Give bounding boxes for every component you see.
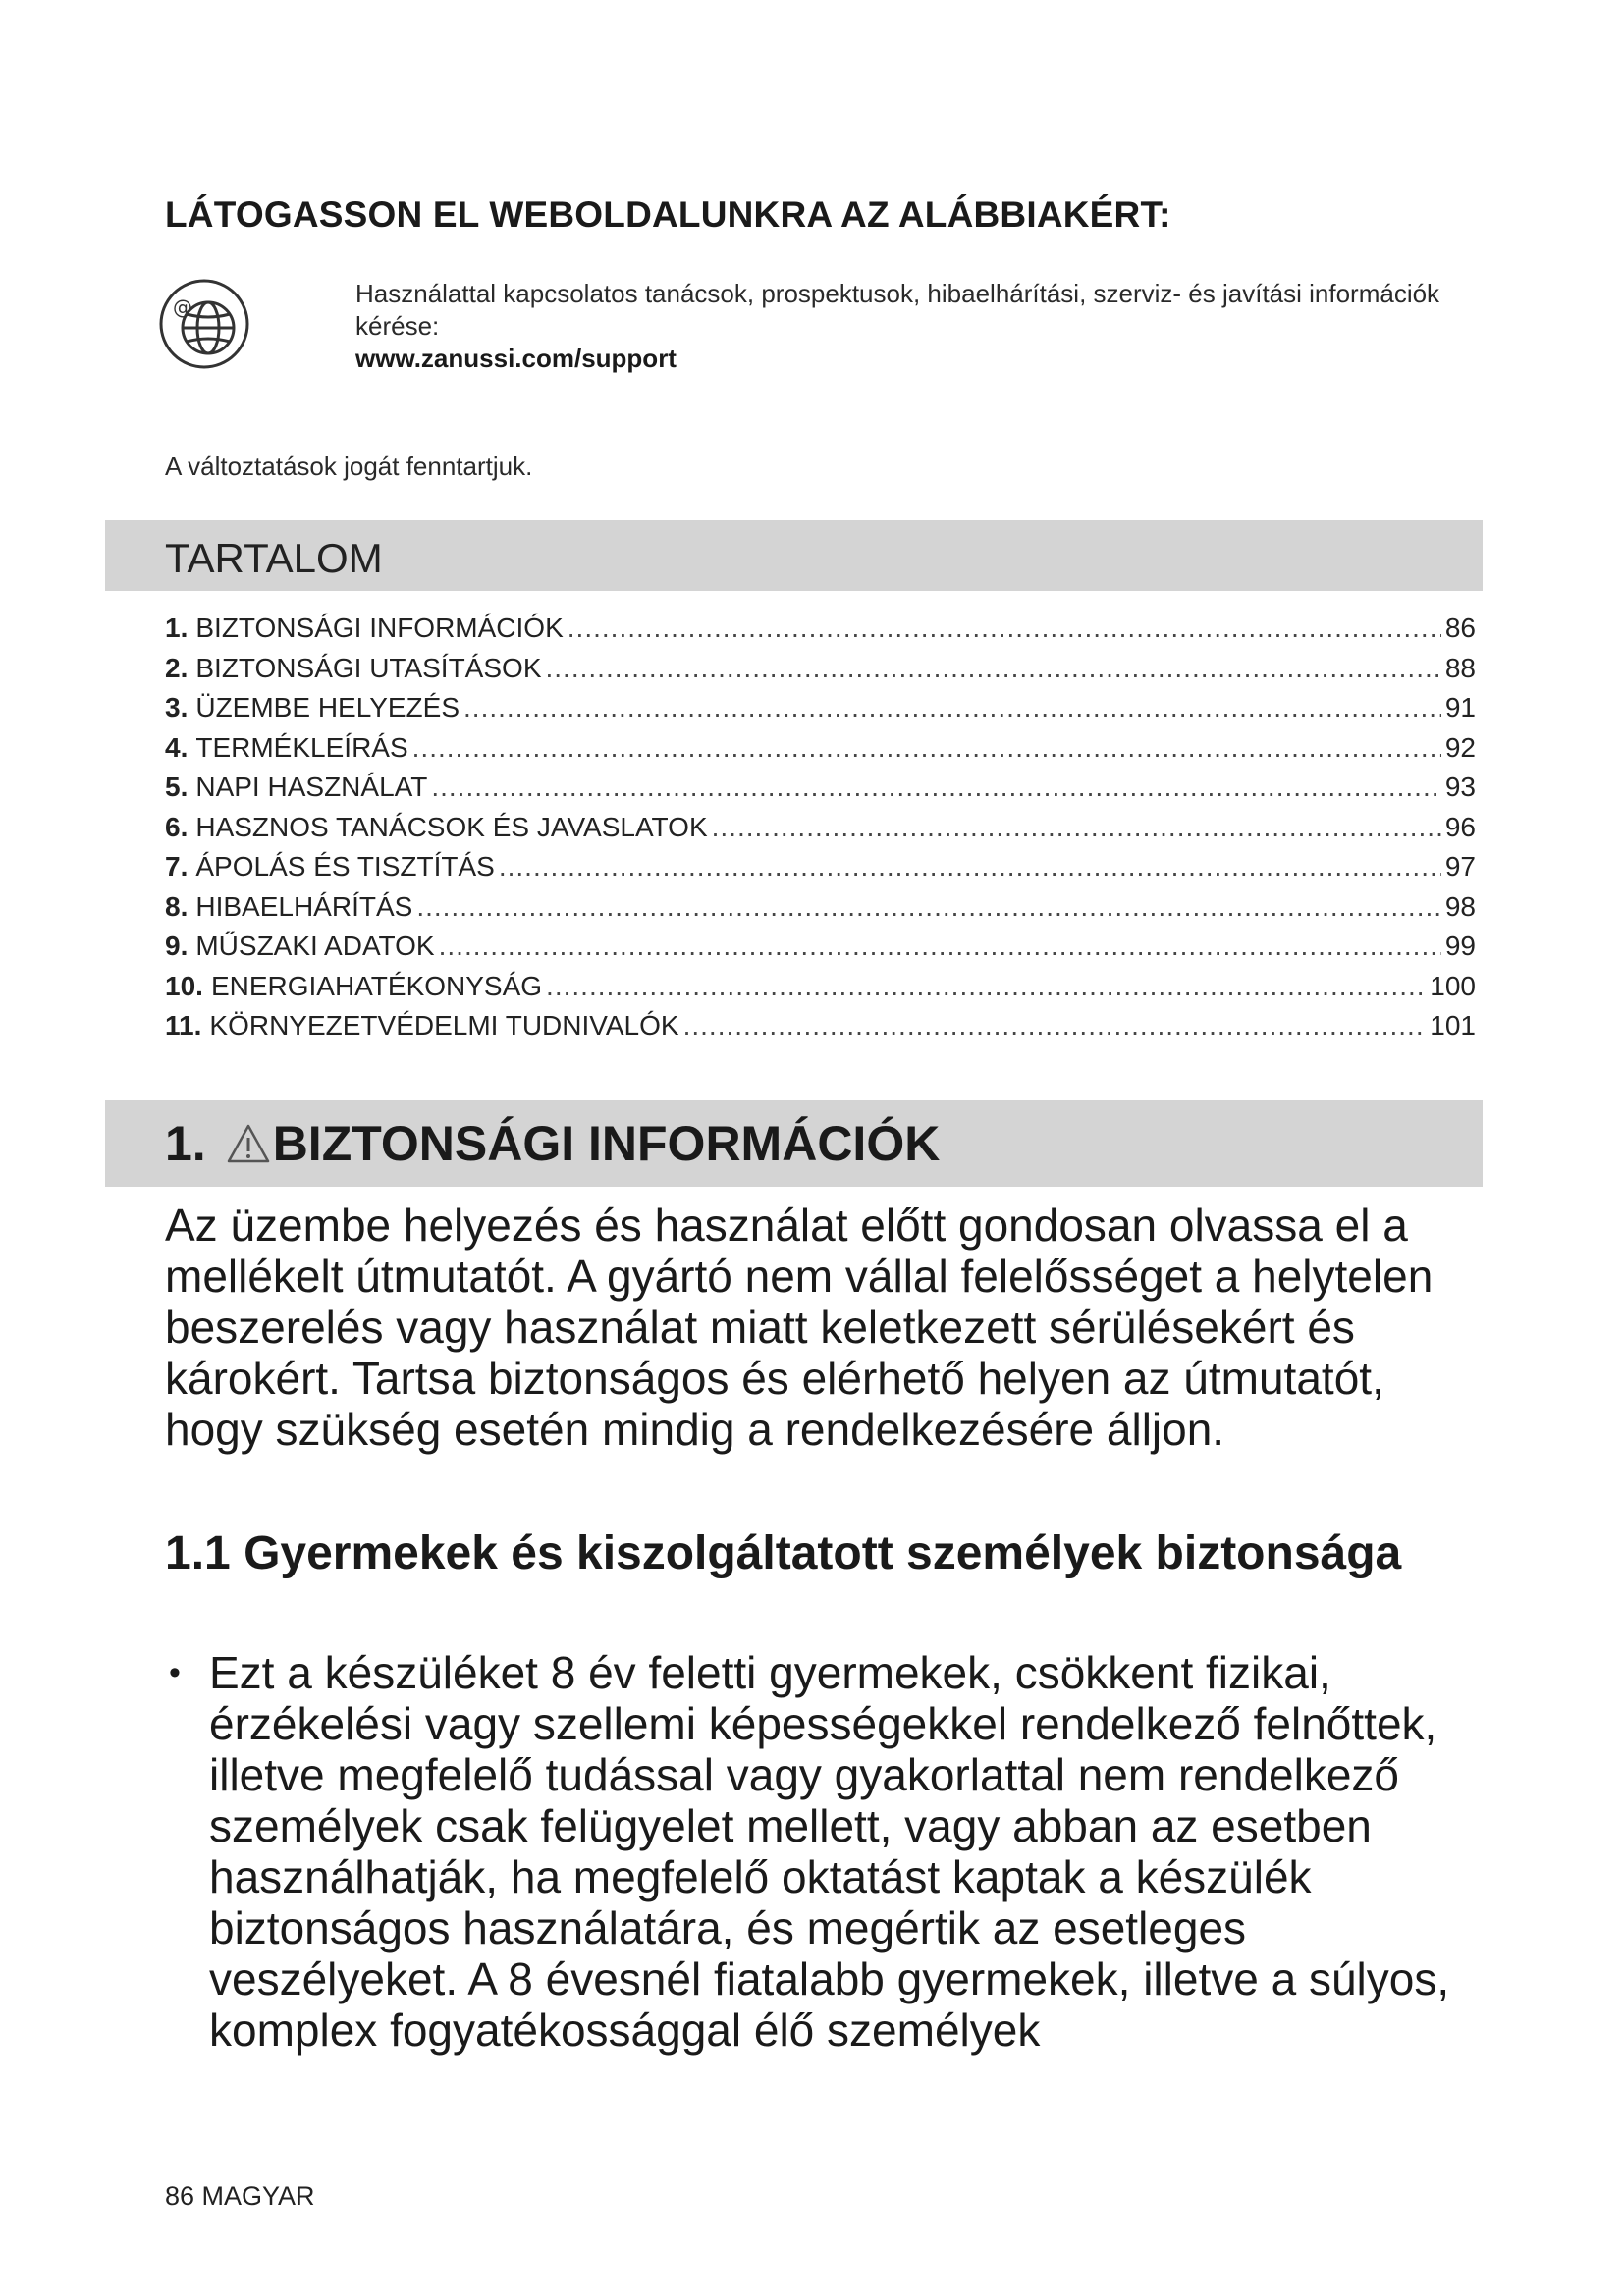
toc-leader <box>546 967 1426 1007</box>
subsection-title: 1.1 Gyermekek és kiszolgáltatott személyek biztonsága <box>165 1527 1402 1579</box>
toc-item-number: 3. <box>165 692 189 722</box>
toc-item[interactable] <box>165 768 1476 808</box>
toc-item-label: BIZTONSÁGI INFORMÁCIÓK <box>195 613 564 643</box>
toc-item[interactable] <box>165 847 1476 887</box>
toc-item-label: NAPI HASZNÁLAT <box>195 772 428 802</box>
support-text: Használattal kapcsolatos tanácsok, prospektusok, hibaelhárítási, szerviz- és javítási információk kérése: <box>355 279 1440 341</box>
toc-item[interactable] <box>165 1006 1476 1046</box>
section-number: 1. <box>165 1116 206 1171</box>
toc-leader <box>439 927 1441 967</box>
bullet-paragraph: Ezt a készüléket 8 év feletti gyermekek, csökkent fizikai, érzékelési vagy szellemi képességekkel rendelkező felnőttek, illetve megfelelő tudással vagy gyakorlattal nem rendelkező személyek csak felügyelet mellett, vagy abban az esetben használhatják, ha megfelelő oktatást kaptak a készülék biztonságos használatára, és megértik az esetleges veszélyeket. A 8 évesnél fiatalabb gyermekek, illetve a súlyos, komplex fogyatékossággal élő személyek <box>209 1647 1450 2056</box>
toc-item-label: ÁPOLÁS ÉS TISZTÍTÁS <box>195 851 495 881</box>
toc-item-page: 97 <box>1444 851 1476 881</box>
toc-item-label: TERMÉKLEÍRÁS <box>195 731 408 763</box>
toc-item-label: KÖRNYEZETVÉDELMI TUDNIVALÓK <box>209 1010 679 1041</box>
globe-web-icon <box>157 277 251 371</box>
toc-item-page: 88 <box>1444 652 1476 683</box>
toc-item-label: BIZTONSÁGI UTASÍTÁSOK <box>195 652 542 683</box>
toc-leader <box>499 847 1441 887</box>
toc-item[interactable] <box>165 688 1476 728</box>
support-url-link[interactable]: www.zanussi.com/support <box>355 344 677 373</box>
toc-leader <box>683 1006 1427 1046</box>
toc-item[interactable] <box>165 887 1476 928</box>
toc-item[interactable] <box>165 967 1476 1007</box>
visit-heading: LÁTOGASSON EL WEBOLDALUNKRA AZ ALÁBBIAKÉRT: <box>165 194 1171 235</box>
toc-item-page: 101 <box>1430 1010 1476 1041</box>
toc-item-number: 6. <box>165 811 189 842</box>
toc-item-number: 4. <box>165 731 189 763</box>
toc-item-label: ÜZEMBE HELYEZÉS <box>195 692 460 722</box>
toc-item[interactable] <box>165 808 1476 848</box>
toc-leader <box>431 768 1441 808</box>
section-title <box>165 1115 940 1172</box>
toc-item-label: HASZNOS TANÁCSOK ÉS JAVASLATOK <box>195 811 708 842</box>
toc-item-number: 10. <box>165 970 203 1001</box>
toc-leader <box>712 808 1441 848</box>
toc-item-number: 9. <box>165 931 189 961</box>
toc-item-label: HIBAELHÁRÍTÁS <box>195 890 413 922</box>
toc-item-page: 86 <box>1444 613 1476 643</box>
toc-item-page: 91 <box>1444 692 1476 722</box>
toc-leader <box>416 887 1441 928</box>
toc-leader <box>568 609 1441 649</box>
page-footer: 86 MAGYAR <box>165 2181 315 2211</box>
toc-item-page: 98 <box>1444 890 1476 922</box>
rights-notice: A változtatások jogát fenntartjuk. <box>165 452 533 481</box>
toc-item-number: 2. <box>165 652 189 683</box>
support-info <box>355 278 1465 375</box>
toc-item-number: 1. <box>165 613 189 643</box>
toc-item-number: 8. <box>165 890 189 922</box>
toc-item-number: 5. <box>165 772 189 802</box>
toc-item-page: 100 <box>1430 970 1476 1001</box>
toc-item-page: 93 <box>1444 772 1476 802</box>
toc-item[interactable] <box>165 649 1476 689</box>
svg-text:@: @ <box>173 295 192 319</box>
toc-item[interactable] <box>165 728 1476 769</box>
warning-triangle-icon <box>226 1123 271 1164</box>
toc-leader <box>412 728 1441 769</box>
toc-item-label: ENERGIAHATÉKONYSÁG <box>210 970 543 1001</box>
toc-item-number: 11. <box>165 1010 202 1041</box>
section-intro-paragraph: Az üzembe helyezés és használat előtt gondosan olvassa el a mellékelt útmutatót. A gyártó nem vállal felelősséget a helytelen beszerelés vagy használat miatt keletkezett sérülésekért és károkért. Tartsa biztonságos és elérhető helyen az útmutatót, hogy szükség esetén mindig a rendelkezésére álljon. <box>165 1200 1434 1455</box>
toc-item-page: 99 <box>1444 931 1476 961</box>
toc-item[interactable] <box>165 609 1476 649</box>
toc-title: TARTALOM <box>165 535 383 581</box>
toc-item-page: 92 <box>1444 731 1476 763</box>
toc-item-label: MŰSZAKI ADATOK <box>195 931 435 961</box>
toc-item-page: 96 <box>1444 811 1476 842</box>
table-of-contents <box>165 609 1476 1046</box>
toc-leader <box>463 688 1441 728</box>
toc-item-number: 7. <box>165 851 189 881</box>
toc-leader <box>546 649 1441 689</box>
bullet-marker: • <box>169 1654 181 1691</box>
section-title-text: BIZTONSÁGI INFORMÁCIÓK <box>272 1116 941 1171</box>
toc-item[interactable] <box>165 927 1476 967</box>
